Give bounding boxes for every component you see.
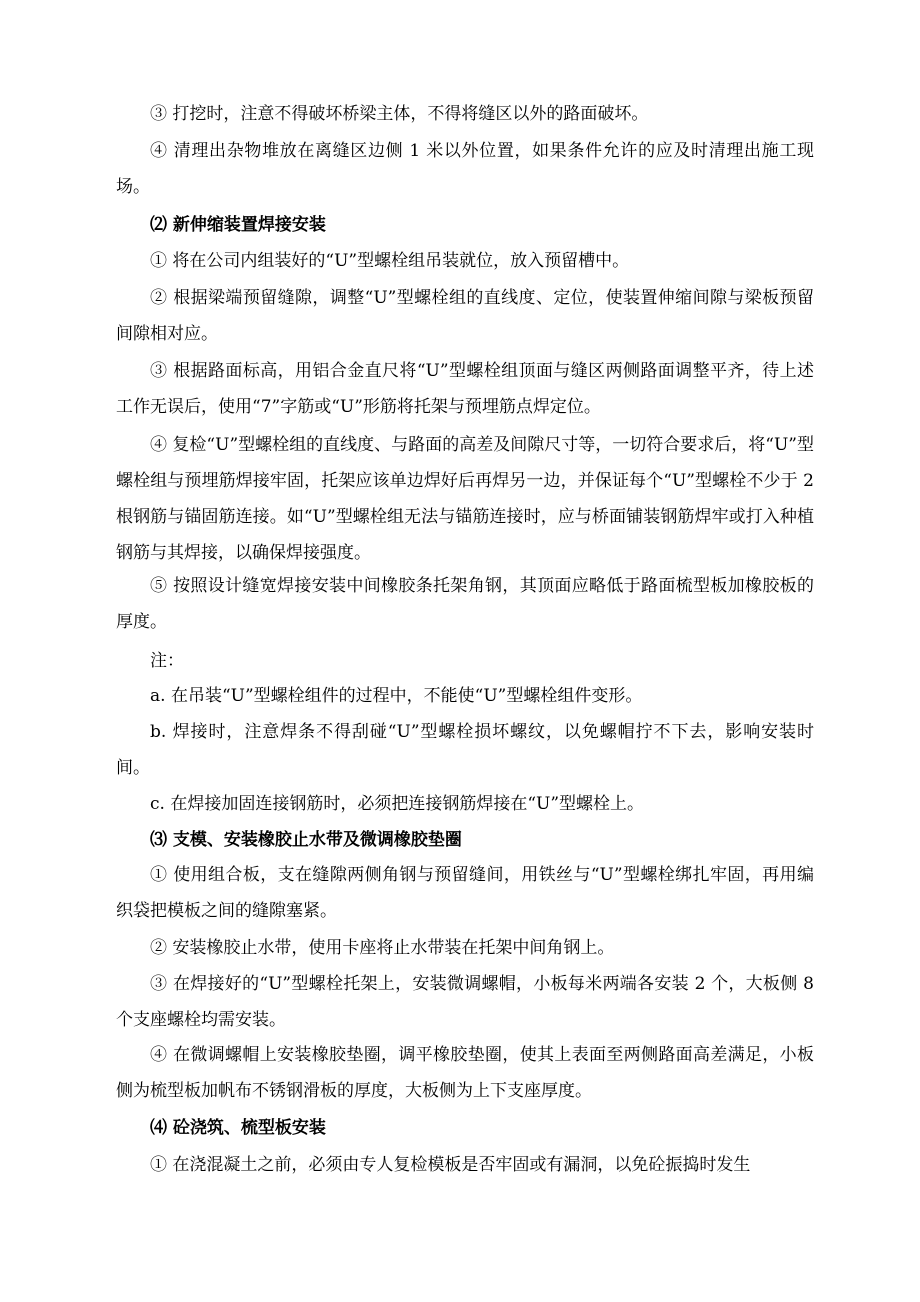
paragraph: ③ 打挖时，注意不得破坏桥梁主体，不得将缝区以外的路面破坏。 [150, 104, 649, 124]
note-label: 注： [150, 651, 184, 671]
paragraph: ② 安装橡胶止水带，使用卡座将止水带装在托架中间角钢上。 [150, 938, 615, 958]
paragraph: ① 使用组合板，支在缝隙两侧角钢与预留缝间，用铁丝与“U”型螺栓绑扎牢固，再用编织袋把模板之间的缝隙塞紧。 [116, 865, 814, 921]
section-heading: ⑷ 砼浇筑、梳型板安装 [150, 1118, 326, 1138]
paragraph: ① 将在公司内组装好的“U”型螺栓组吊装就位，放入预留槽中。 [150, 251, 630, 271]
note-item: b. 焊接时，注意焊条不得刮碰“U”型螺栓损坏螺纹，以免螺帽拧不下去，影响安装时间。 [116, 722, 814, 778]
note-item: a. 在吊装“U”型螺栓组件的过程中，不能使“U”型螺栓组件变形。 [150, 686, 643, 706]
section-heading: ⑶ 支模、安装橡胶止水带及微调橡胶垫圈 [150, 830, 462, 850]
paragraph: ③ 在焊接好的“U”型螺栓托架上，安装微调螺帽，小板每米两端各安装 2 个，大板侧 8 个支座螺栓均需安装。 [116, 974, 814, 1030]
note-item: c. 在焊接加固连接钢筋时，必须把连接钢筋焊接在“U”型螺栓上。 [150, 794, 645, 814]
paragraph: ④ 复检“U”型螺栓组的直线度、与路面的高差及间隙尺寸等，一切符合要求后，将“U”型螺栓组与预埋筋焊接牢固，托架应该单边焊好后再焊另一边，并保证每个“U”型螺栓不少于 2 根钢筋与锚固筋连接。如“U”型螺栓组无法与锚筋连接时，应与桥面铺装钢筋焊牢或打入种植钢筋与其焊接，以确保焊接强度。 [116, 435, 814, 563]
paragraph: ⑤ 按照设计缝宽焊接安装中间橡胶条托架角钢，其顶面应略低于路面梳型板加橡胶板的厚度。 [116, 576, 814, 632]
paragraph: ② 根据梁端预留缝隙，调整“U”型螺栓组的直线度、定位，使装置伸缩间隙与梁板预留间隙相对应。 [116, 288, 814, 344]
paragraph: ④ 在微调螺帽上安装橡胶垫圈，调平橡胶垫圈，使其上表面至两侧路面高差满足，小板侧为梳型板加帆布不锈钢滑板的厚度，大板侧为上下支座厚度。 [116, 1045, 814, 1101]
section-heading: ⑵ 新伸缩装置焊接安装 [150, 215, 326, 235]
paragraph: ④ 清理出杂物堆放在离缝区边侧 1 米以外位置，如果条件允许的应及时清理出施工现场。 [116, 141, 814, 197]
paragraph: ③ 根据路面标高，用铝合金直尺将“U”型螺栓组顶面与缝区两侧路面调整平齐，待上述工作无误后，使用“7”字筋或“U”形筋将托架与预埋筋点焊定位。 [116, 361, 814, 417]
paragraph: ① 在浇混凝土之前，必须由专人复检模板是否牢固或有漏洞，以免砼振捣时发生 [150, 1155, 751, 1175]
